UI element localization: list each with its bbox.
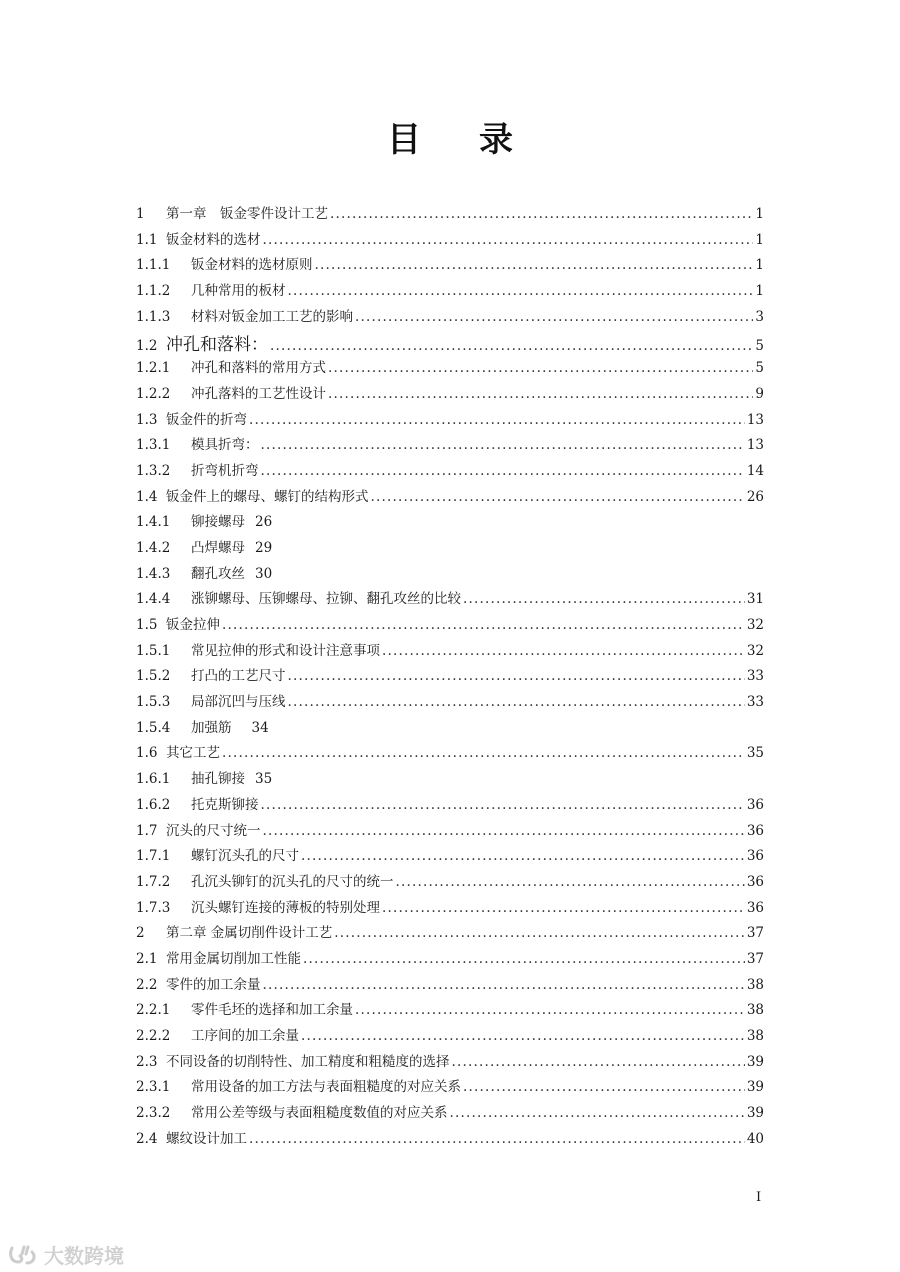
toc-entry[interactable] bbox=[136, 1050, 764, 1076]
toc-dot-leader bbox=[249, 1131, 745, 1147]
toc-entry-number: 1.6.1 bbox=[136, 771, 171, 788]
toc-dot-leader bbox=[222, 745, 745, 761]
toc-entry-title: 第一章 钣金零件设计工艺 bbox=[166, 206, 328, 222]
toc-entry-number: 1.4.3 bbox=[136, 565, 171, 582]
toc-dot-leader bbox=[463, 591, 745, 607]
toc-entry-page: 33 bbox=[746, 694, 764, 711]
toc-entry-number: 1.2 bbox=[136, 338, 158, 355]
toc-entry[interactable] bbox=[136, 1101, 764, 1127]
toc-entry-number: 2.3.2 bbox=[136, 1105, 171, 1122]
toc-entry-page: 30 bbox=[255, 565, 273, 582]
toc-dot-leader bbox=[328, 360, 753, 376]
toc-entry-number: 1.7.3 bbox=[136, 899, 171, 916]
toc-entry[interactable] bbox=[136, 1075, 764, 1101]
toc-entry[interactable] bbox=[136, 639, 764, 665]
toc-entry[interactable] bbox=[136, 408, 764, 434]
toc-entry-title: 其它工艺 bbox=[166, 745, 220, 762]
toc-entry[interactable] bbox=[136, 305, 764, 331]
toc-entry-page: 40 bbox=[746, 1130, 764, 1147]
toc-entry-title: 凸焊螺母 bbox=[191, 539, 245, 556]
toc-entry-page: 14 bbox=[746, 462, 764, 479]
toc-dot-leader bbox=[288, 668, 745, 684]
footer-page-number: I bbox=[756, 1190, 762, 1205]
toc-entry-number: 1.6.2 bbox=[136, 796, 171, 813]
toc-entry[interactable] bbox=[136, 947, 764, 973]
toc-entry-title: 第二章 金属切削件设计工艺 bbox=[166, 925, 333, 942]
toc-entry-title: 沉头螺钉连接的薄板的特别处理 bbox=[191, 899, 380, 916]
toc-entry-page: 36 bbox=[746, 848, 764, 865]
toc-entry-number: 1.4.4 bbox=[136, 591, 171, 608]
watermark-logo-icon bbox=[8, 1244, 38, 1266]
toc-dot-leader bbox=[382, 900, 745, 916]
toc-entry[interactable] bbox=[136, 279, 764, 305]
toc-entry[interactable] bbox=[136, 253, 764, 279]
toc-entry-number: 1.3.2 bbox=[136, 462, 171, 479]
toc-entry-title: 钣金材料的选材 bbox=[166, 231, 261, 248]
toc-entry-title: 钣金拉伸 bbox=[166, 617, 220, 633]
toc-entry-page: 26 bbox=[255, 514, 273, 531]
toc-entry[interactable] bbox=[136, 459, 764, 485]
toc-entry[interactable] bbox=[136, 973, 764, 999]
toc-entry-page: 36 bbox=[746, 873, 764, 890]
toc-entry-page: 38 bbox=[746, 1028, 764, 1044]
toc-entry-page: 32 bbox=[746, 617, 764, 633]
toc-entry-number: 2.3.1 bbox=[136, 1079, 171, 1096]
toc-entry[interactable] bbox=[136, 587, 764, 613]
toc-entry-title: 几种常用的板材 bbox=[191, 283, 286, 300]
toc-entry-number: 2.2.2 bbox=[136, 1028, 171, 1044]
toc-entry-number: 1.5.3 bbox=[136, 694, 171, 711]
toc-dot-leader bbox=[452, 1054, 745, 1070]
toc-entry-page: 35 bbox=[255, 771, 273, 788]
toc-entry-page: 32 bbox=[746, 642, 764, 659]
toc-dot-leader bbox=[463, 1079, 745, 1095]
toc-entry-title: 折弯机折弯 bbox=[191, 462, 259, 479]
toc-entry-title: 常用设备的加工方法与表面粗糙度的对应关系 bbox=[191, 1079, 461, 1096]
toc-entry-number: 1.1 bbox=[136, 231, 158, 248]
toc-entry-title: 孔沉头铆钉的沉头孔的尺寸的统一 bbox=[191, 873, 394, 890]
toc-entry-page: 39 bbox=[746, 1053, 764, 1070]
toc-entry-number: 1.1.3 bbox=[136, 308, 171, 325]
toc-dot-leader bbox=[263, 232, 754, 248]
toc-dot-leader bbox=[355, 1002, 745, 1018]
toc-entry-page: 13 bbox=[746, 411, 764, 428]
toc-entry-page: 3 bbox=[755, 308, 764, 325]
toc-entry-title: 冲孔和落料的常用方式 bbox=[191, 360, 326, 377]
toc-dot-leader bbox=[330, 206, 753, 222]
toc-dot-leader bbox=[355, 309, 753, 325]
toc-entry-number: 2.3 bbox=[136, 1053, 158, 1070]
toc-entry[interactable] bbox=[136, 896, 764, 922]
toc-dot-leader bbox=[263, 977, 745, 993]
toc-entry-title: 冲孔落料的工艺性设计 bbox=[191, 385, 326, 402]
toc-entry-title: 常用金属切削加工性能 bbox=[166, 950, 301, 967]
toc-entry-number: 1.7 bbox=[136, 822, 158, 839]
watermark bbox=[8, 1240, 124, 1269]
toc-entry-page: 34 bbox=[251, 719, 269, 736]
toc-dot-leader bbox=[334, 925, 745, 941]
toc-entry[interactable] bbox=[136, 356, 764, 382]
toc-entry-number: 2.1 bbox=[136, 950, 158, 967]
toc-entry-number: 2.4 bbox=[136, 1130, 158, 1147]
toc-entry-number: 1.1.2 bbox=[136, 283, 171, 300]
toc-entry-page: 5 bbox=[755, 338, 764, 355]
toc-entry[interactable] bbox=[136, 819, 764, 845]
toc-entry[interactable] bbox=[136, 690, 764, 716]
toc-entry-number: 1.7.2 bbox=[136, 873, 171, 890]
toc-entry-page: 33 bbox=[746, 668, 764, 685]
toc-dot-leader bbox=[301, 1028, 745, 1044]
toc-entry-page: 39 bbox=[746, 1105, 764, 1122]
toc-entry[interactable] bbox=[136, 1127, 764, 1153]
toc-entry[interactable] bbox=[136, 562, 764, 588]
toc-entry-title: 加强筋 bbox=[191, 719, 232, 736]
toc-dot-leader bbox=[261, 437, 745, 453]
toc-entry-title: 抽孔铆接 bbox=[191, 771, 245, 788]
toc-entry-page: 38 bbox=[746, 976, 764, 993]
toc-entry-title: 钣金材料的选材原则 bbox=[191, 257, 313, 274]
toc-entry-number: 1.1.1 bbox=[136, 257, 171, 274]
toc-entry-title: 冲孔和落料： bbox=[166, 335, 268, 356]
title-char-left: 目 bbox=[387, 120, 421, 160]
toc-entry-page: 1 bbox=[755, 257, 764, 274]
toc-entry-number: 1.3.1 bbox=[136, 437, 171, 454]
toc-dot-leader bbox=[396, 874, 745, 890]
toc-entry[interactable] bbox=[136, 870, 764, 896]
toc-entry-title: 工序间的加工余量 bbox=[191, 1028, 299, 1044]
toc-entry-title: 钣金件上的螺母、螺钉的结构形式 bbox=[166, 488, 369, 505]
toc-dot-leader bbox=[263, 823, 745, 839]
toc-entry-title: 不同设备的切削特性、加工精度和粗糙度的选择 bbox=[166, 1053, 450, 1070]
toc-entry-number: 1.4.1 bbox=[136, 514, 171, 531]
toc-entry[interactable] bbox=[136, 664, 764, 690]
page-title bbox=[0, 112, 900, 161]
toc-dot-leader bbox=[382, 643, 745, 659]
toc-entry[interactable] bbox=[136, 330, 764, 356]
toc-dot-leader bbox=[315, 257, 754, 273]
toc-entry-title: 螺纹设计加工 bbox=[166, 1130, 247, 1147]
toc-entry[interactable] bbox=[136, 536, 764, 562]
toc-dot-leader bbox=[288, 694, 745, 710]
toc-entry[interactable] bbox=[136, 433, 764, 459]
toc-dot-leader bbox=[301, 848, 745, 864]
toc-entry[interactable] bbox=[136, 382, 764, 408]
toc-entry-page: 37 bbox=[746, 925, 764, 942]
toc-entry-title: 涨铆螺母、压铆螺母、拉铆、翻孔攻丝的比较 bbox=[191, 591, 461, 608]
toc-entry-page: 36 bbox=[746, 899, 764, 916]
toc-entry-title: 打凸的工艺尺寸 bbox=[191, 668, 286, 685]
toc-entry-title: 零件的加工余量 bbox=[166, 976, 261, 993]
toc-entry-page: 36 bbox=[746, 822, 764, 839]
toc-entry[interactable] bbox=[136, 202, 764, 228]
toc-entry-page: 39 bbox=[746, 1079, 764, 1096]
toc-entry-page: 35 bbox=[746, 745, 764, 762]
toc-dot-leader bbox=[303, 951, 745, 967]
toc-entry-number: 1.5.2 bbox=[136, 668, 171, 685]
toc-entry[interactable] bbox=[136, 613, 764, 639]
toc-entry-number: 2.2 bbox=[136, 976, 158, 993]
toc-entry[interactable] bbox=[136, 1024, 764, 1050]
toc-entry[interactable] bbox=[136, 716, 764, 742]
toc-entry-number: 1.2.2 bbox=[136, 385, 171, 402]
toc-entry-page: 31 bbox=[746, 591, 764, 608]
toc-entry-number: 1.2.1 bbox=[136, 360, 171, 377]
toc-entry[interactable] bbox=[136, 510, 764, 536]
toc-entry-number: 1.5.4 bbox=[136, 719, 171, 736]
toc-entry-title: 常用公差等级与表面粗糙度数值的对应关系 bbox=[191, 1105, 448, 1122]
toc-entry-page: 1 bbox=[755, 283, 764, 300]
toc-entry-title: 零件毛坯的选择和加工余量 bbox=[191, 1002, 353, 1019]
toc-dot-leader bbox=[288, 283, 754, 299]
toc-entry-number: 2 bbox=[136, 925, 145, 942]
toc-entry-number: 1.6 bbox=[136, 745, 158, 762]
toc-entry[interactable] bbox=[136, 793, 764, 819]
toc-entry-number: 1.5 bbox=[136, 617, 158, 633]
toc-entry-number: 1.4 bbox=[136, 488, 158, 505]
toc-entry-page: 26 bbox=[746, 488, 764, 505]
toc-entry-title: 局部沉凹与压线 bbox=[191, 694, 286, 711]
toc-entry[interactable] bbox=[136, 228, 764, 254]
toc-entry[interactable] bbox=[136, 921, 764, 947]
toc-entry-page: 37 bbox=[746, 950, 764, 967]
toc-entry[interactable] bbox=[136, 741, 764, 767]
toc-entry[interactable] bbox=[136, 998, 764, 1024]
toc-entry-title: 材料对钣金加工工艺的影响 bbox=[191, 308, 353, 325]
toc-entry-title: 翻孔攻丝 bbox=[191, 565, 245, 582]
watermark-text: 大数跨境 bbox=[44, 1244, 124, 1268]
toc-entry-number: 2.2.1 bbox=[136, 1002, 171, 1019]
toc-entry-page: 38 bbox=[746, 1002, 764, 1019]
table-of-contents bbox=[136, 202, 764, 1152]
toc-entry-title: 托克斯铆接 bbox=[191, 796, 259, 813]
toc-dot-leader bbox=[371, 489, 745, 505]
toc-entry-title: 沉头的尺寸统一 bbox=[166, 822, 261, 839]
toc-entry-page: 5 bbox=[755, 360, 764, 377]
toc-entry-number: 1.7.1 bbox=[136, 848, 171, 865]
toc-entry-number: 1.3 bbox=[136, 411, 158, 428]
toc-entry-page: 1 bbox=[755, 231, 764, 248]
toc-entry-title: 模具折弯： bbox=[191, 437, 259, 454]
toc-entry-title: 常见拉伸的形式和设计注意事项 bbox=[191, 642, 380, 659]
toc-entry-title: 铆接螺母 bbox=[191, 514, 245, 531]
toc-entry-number: 1 bbox=[136, 206, 145, 222]
toc-entry[interactable] bbox=[136, 485, 764, 511]
toc-dot-leader bbox=[222, 617, 745, 633]
toc-entry-title: 钣金件的折弯 bbox=[166, 411, 247, 428]
toc-entry-number: 1.4.2 bbox=[136, 539, 171, 556]
toc-entry-title: 螺钉沉头孔的尺寸 bbox=[191, 848, 299, 865]
toc-dot-leader bbox=[328, 386, 753, 402]
toc-entry-number: 1.5.1 bbox=[136, 642, 171, 659]
toc-entry-page: 29 bbox=[255, 539, 273, 556]
title-char-right: 录 bbox=[479, 120, 513, 160]
toc-entry-page: 13 bbox=[746, 437, 764, 454]
toc-dot-leader bbox=[450, 1105, 745, 1121]
toc-entry[interactable] bbox=[136, 844, 764, 870]
toc-dot-leader bbox=[249, 412, 745, 428]
toc-entry[interactable] bbox=[136, 767, 764, 793]
toc-entry-page: 36 bbox=[746, 796, 764, 813]
toc-dot-leader bbox=[270, 338, 753, 354]
toc-dot-leader bbox=[261, 797, 745, 813]
toc-entry-page: 9 bbox=[755, 385, 764, 402]
toc-dot-leader bbox=[261, 463, 745, 479]
toc-entry-page: 1 bbox=[755, 206, 764, 222]
